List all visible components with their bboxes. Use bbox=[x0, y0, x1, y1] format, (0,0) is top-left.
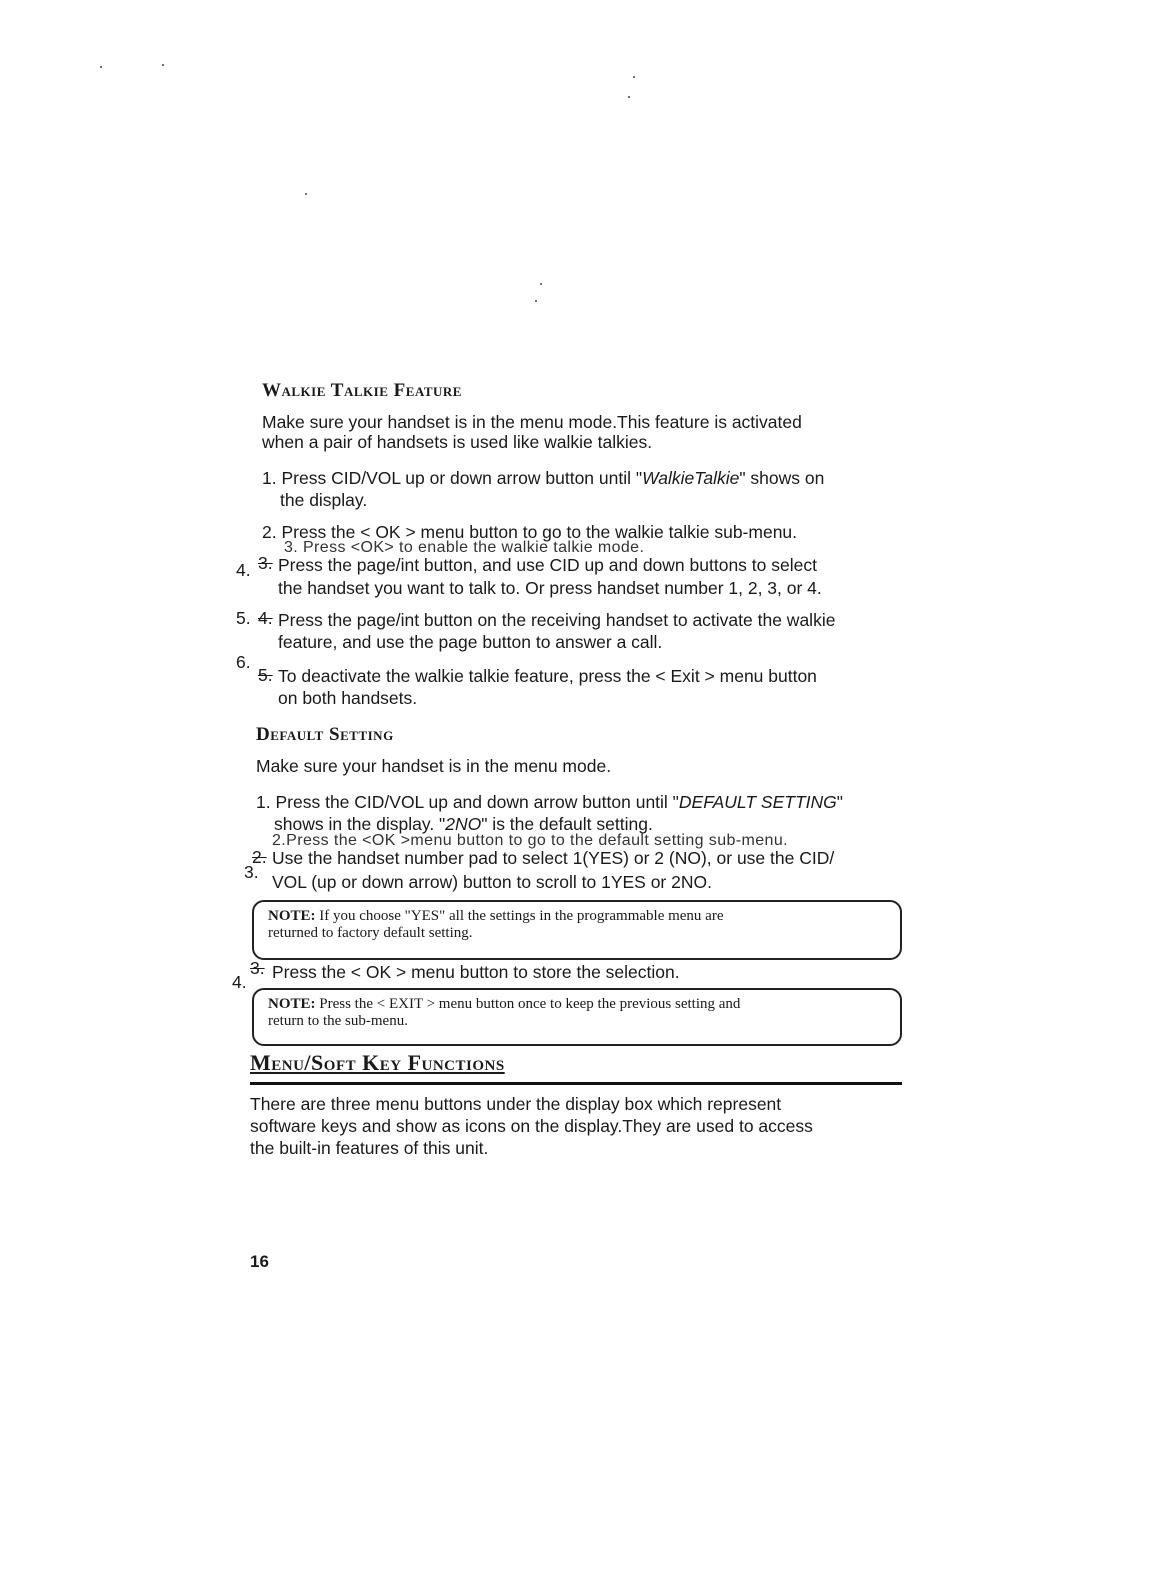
walkie-intro-line1: Make sure your handset is in the menu mode.This feature is activated bbox=[262, 412, 802, 432]
default-step4-hand-number: 4. bbox=[232, 972, 247, 992]
walkie-step6-line1: To deactivate the walkie talkie feature, press the < Exit > menu button bbox=[278, 666, 817, 686]
walkie-step6-hand-number: 6. bbox=[236, 652, 251, 672]
default-setting-heading: Default Setting bbox=[256, 724, 394, 745]
menu-para-line3: the built-in features of this unit. bbox=[250, 1138, 489, 1158]
default-step1-line1: 1. Press the CID/VOL up and down arrow button until "DEFAULT SETTING" bbox=[256, 792, 843, 812]
note-factory-default: NOTE: If you choose "YES" all the settings in the programmable menu are returned to factory default setting. bbox=[252, 900, 902, 960]
default-step4: Press the < OK > menu button to store the selection. bbox=[272, 962, 680, 982]
default-step4-old-number: 3. bbox=[250, 958, 265, 978]
default-step3-line2: VOL (up or down arrow) button to scroll to 1YES or 2NO. bbox=[272, 872, 712, 892]
walkie-step3-overlay: 3. Press <OK> to enable the walkie talkie mode. bbox=[284, 539, 645, 556]
walkie-intro-line2: when a pair of handsets is used like walkie talkies. bbox=[262, 432, 653, 452]
walkie-step5-old-number: 4. bbox=[258, 608, 273, 628]
scan-speck bbox=[162, 64, 164, 66]
walkie-step4-line1: Press the page/int button, and use CID up and down buttons to select bbox=[278, 555, 817, 575]
walkie-step4-old-number: 3. bbox=[258, 553, 273, 573]
menu-para-line1: There are three menu buttons under the display box which represent bbox=[250, 1094, 782, 1114]
walkie-step5-hand-number: 5. bbox=[236, 608, 251, 628]
scan-speck bbox=[100, 66, 102, 68]
scan-speck bbox=[628, 96, 630, 98]
default-step3-old-number: 2. bbox=[252, 847, 267, 867]
scan-speck bbox=[535, 300, 537, 302]
default-step1-line2: shows in the display. "2NO" is the default setting. bbox=[274, 814, 653, 834]
walkie-step1-line2: the display. bbox=[280, 490, 368, 510]
scan-speck bbox=[305, 193, 307, 195]
walkie-talkie-heading: Walkie Talkie Feature bbox=[262, 380, 462, 401]
walkie-step2: 2. Press the < OK > menu button to go to the walkie talkie sub-menu. bbox=[262, 522, 798, 542]
scan-speck bbox=[540, 283, 542, 285]
walkie-step5-line1: Press the page/int button on the receiving handset to activate the walkie bbox=[278, 610, 836, 630]
scan-speck bbox=[633, 76, 635, 78]
default-step3-hand-number: 3. bbox=[244, 862, 259, 882]
walkie-step4-line2: the handset you want to talk to. Or press handset number 1, 2, 3, or 4. bbox=[278, 578, 822, 598]
walkie-step5-line2: feature, and use the page button to answer a call. bbox=[278, 632, 663, 652]
default-step2-overlay: 2.Press the <OK >menu button to go to the default setting sub-menu. bbox=[272, 832, 788, 849]
walkie-step6-line2: on both handsets. bbox=[278, 688, 418, 708]
note-exit: NOTE: Press the < EXIT > menu button once to keep the previous setting and return to the sub-menu. bbox=[252, 988, 902, 1046]
menu-soft-key-heading: Menu/Soft Key Functions bbox=[250, 1050, 505, 1075]
page-number: 16 bbox=[250, 1252, 269, 1271]
heading-rule bbox=[250, 1082, 902, 1085]
default-step3-line1: Use the handset number pad to select 1(YES) or 2 (NO), or use the CID/ bbox=[272, 848, 835, 868]
walkie-step4-hand-number: 4. bbox=[236, 560, 251, 580]
walkie-step6-old-number: 5. bbox=[258, 665, 273, 685]
menu-para-line2: software keys and show as icons on the display.They are used to access bbox=[250, 1116, 813, 1136]
walkie-step1-line1: 1. Press CID/VOL up or down arrow button until "WalkieTalkie" shows on bbox=[262, 468, 825, 488]
default-intro: Make sure your handset is in the menu mode. bbox=[256, 756, 612, 776]
